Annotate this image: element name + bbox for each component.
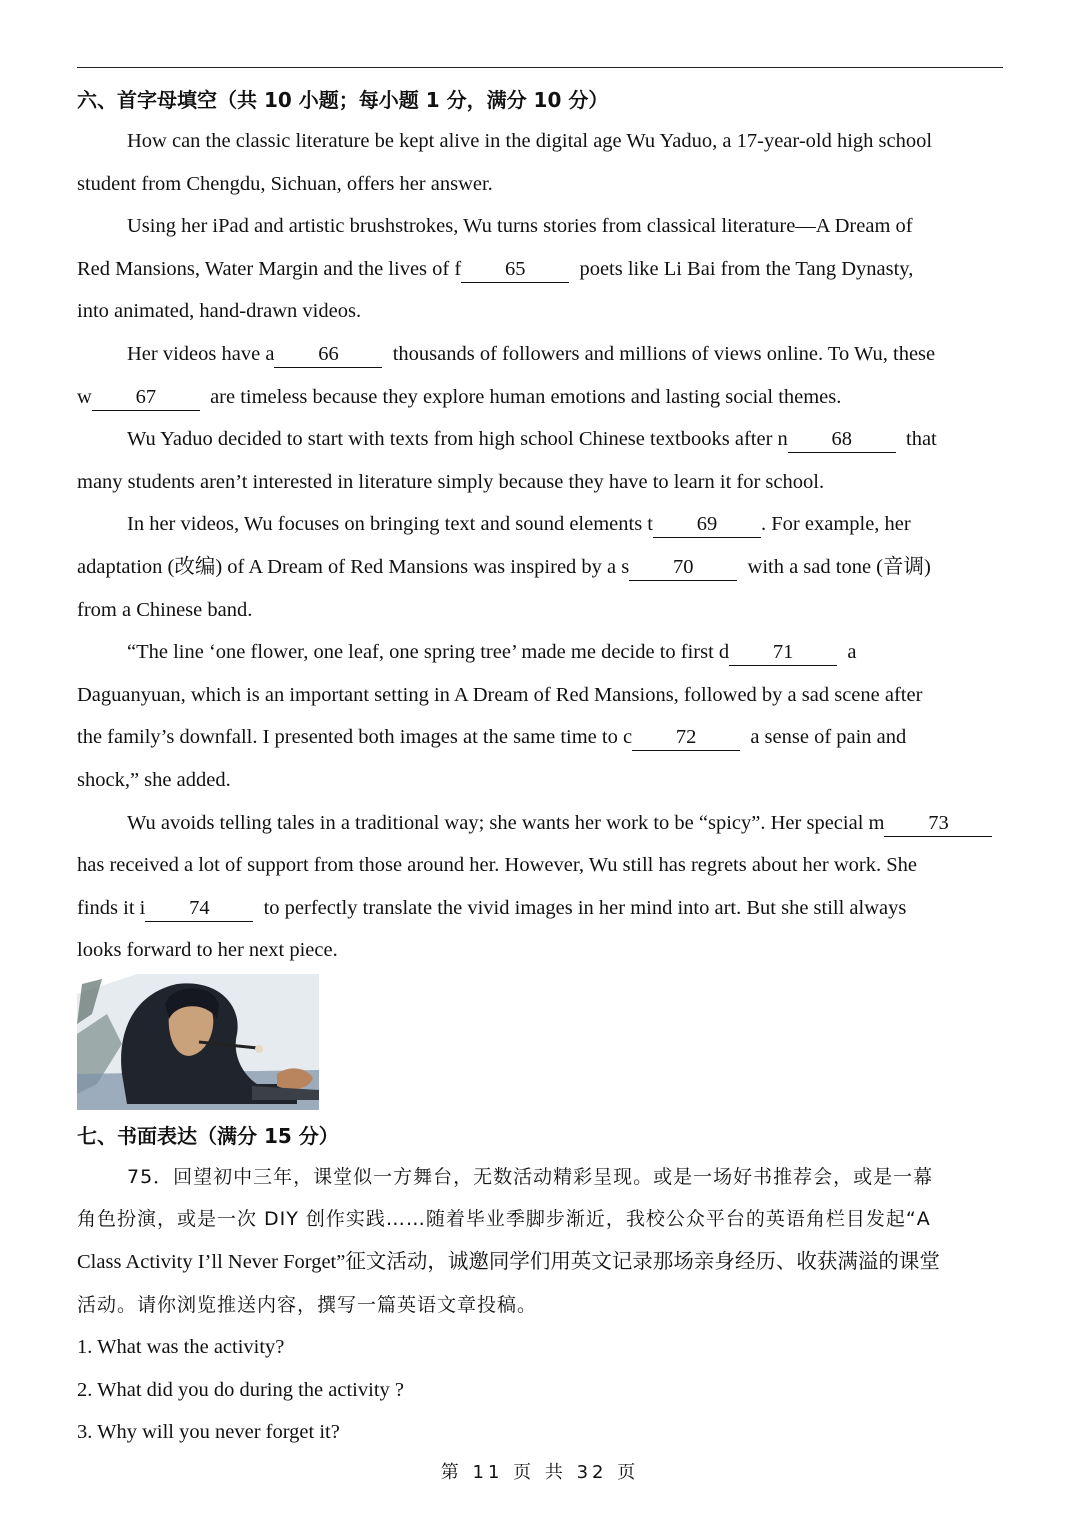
passage (77, 120, 1003, 972)
passage-text: poets like Li Bai from the Tang Dynasty, (569, 257, 914, 280)
answer-blank[interactable]: 73 (884, 810, 992, 837)
passage-text: “The line ‘one flower, one leaf, one spring tree’ made me decide to first d (127, 641, 730, 664)
passage-line: shock,” she added. (77, 768, 231, 791)
passage-line: into animated, hand-drawn videos. (77, 300, 362, 323)
passage-line (77, 716, 1003, 759)
passage-line (77, 333, 1003, 376)
answer-blank[interactable]: 67 (92, 384, 200, 411)
section-7-title: 七、书面表达（满分 15 分） (77, 1123, 339, 1148)
page-content (77, 80, 1003, 1454)
passage-line (77, 503, 1003, 546)
ink-painting-figure-icon (77, 974, 319, 1110)
passage-text: Red Mansions, Water Margin and the lives of f (77, 257, 462, 280)
passage-text: are timeless because they explore human emotions and lasting social themes. (199, 385, 842, 408)
top-rule (77, 67, 1003, 68)
page-number: 第 11 页 共 32 页 (440, 1462, 640, 1483)
passage-text: In her videos, Wu focuses on bringing text and sound elements t (127, 513, 654, 536)
passage-text: with a sad tone (音调) (737, 555, 931, 578)
writing-question: 2. What did you do during the activity ? (77, 1378, 404, 1401)
passage-text: Her videos have a (127, 342, 275, 365)
answer-blank[interactable]: 72 (632, 724, 740, 751)
passage-text: finds it i (77, 896, 146, 919)
passage-line (77, 376, 1003, 419)
writing-task (77, 1156, 1003, 1454)
passage-line: looks forward to her next piece. (77, 939, 338, 962)
passage-text: that (895, 428, 937, 451)
passage-text: to perfectly translate the vivid images in her mind into art. But she still always (253, 896, 907, 919)
passage-text: thousands of followers and millions of views online. To Wu, these (382, 342, 936, 365)
passage-line (77, 418, 1003, 461)
passage-text: a (837, 641, 857, 664)
writing-prompt-line: 75．回望初中三年，课堂似一方舞台，无数活动精彩呈现。或是一场好书推荐会，或是一幕 (127, 1165, 934, 1188)
writing-prompt-line: 角色扮演，或是一次 DIY 创作实践……随着毕业季脚步渐近，我校公众平台的英语角栏目发起“A (77, 1208, 931, 1231)
passage-line: Using her iPad and artistic brushstrokes, Wu turns stories from classical literature—A Dream of (127, 215, 913, 238)
passage-line: How can the classic literature be kept alive in the digital age Wu Yaduo, a 17-year-old high school (127, 130, 933, 152)
writing-question: 1. What was the activity? (77, 1336, 285, 1359)
answer-blank[interactable]: 69 (653, 511, 761, 538)
passage-line: Daguanyuan, which is an important setting in A Dream of Red Mansions, followed by a sad scene after (77, 683, 923, 706)
answer-blank[interactable]: 71 (729, 639, 837, 666)
passage-line: from a Chinese band. (77, 598, 253, 621)
illustration (77, 974, 319, 1110)
passage-line: student from Chengdu, Sichuan, offers her answer. (77, 172, 493, 195)
passage-line (77, 802, 1003, 845)
passage-line: has received a lot of support from those around her. However, Wu still has regrets about her work. She (77, 854, 917, 877)
section-6-title: 六、首字母填空（共 10 小题；每小题 1 分，满分 10 分） (77, 88, 609, 112)
passage-text: a sense of pain and (740, 726, 907, 749)
passage-text: w (77, 385, 92, 408)
answer-blank[interactable]: 66 (274, 341, 382, 368)
writing-question: 3. Why will you never forget it? (77, 1421, 340, 1444)
passage-line (77, 887, 1003, 930)
passage-text: Wu avoids telling tales in a traditional way; she wants her work to be “spicy”. Her special m (127, 811, 885, 834)
writing-prompt-line: 活动。请你浏览推送内容，撰写一篇英语文章投稿。 (77, 1293, 538, 1316)
writing-prompt-line: Class Activity I’ll Never Forget”征文活动，诚邀同学们用英文记录那场亲身经历、收获满溢的课堂 (77, 1251, 940, 1274)
answer-blank[interactable]: 68 (788, 426, 896, 453)
passage-text: adaptation (改编) of A Dream of Red Mansions was inspired by a s (77, 555, 630, 578)
passage-line (77, 631, 1003, 674)
passage-line (77, 248, 1003, 291)
answer-blank[interactable]: 65 (461, 256, 569, 283)
passage-text: Wu Yaduo decided to start with texts from high school Chinese textbooks after n (127, 428, 788, 451)
answer-blank[interactable]: 70 (629, 554, 737, 581)
answer-blank[interactable]: 74 (145, 895, 253, 922)
passage-line (77, 546, 1003, 589)
passage-text: . For example, her (761, 513, 911, 536)
passage-text: the family’s downfall. I presented both images at the same time to c (77, 726, 633, 749)
passage-line: many students aren’t interested in literature simply because they have to learn it for school. (77, 470, 825, 493)
